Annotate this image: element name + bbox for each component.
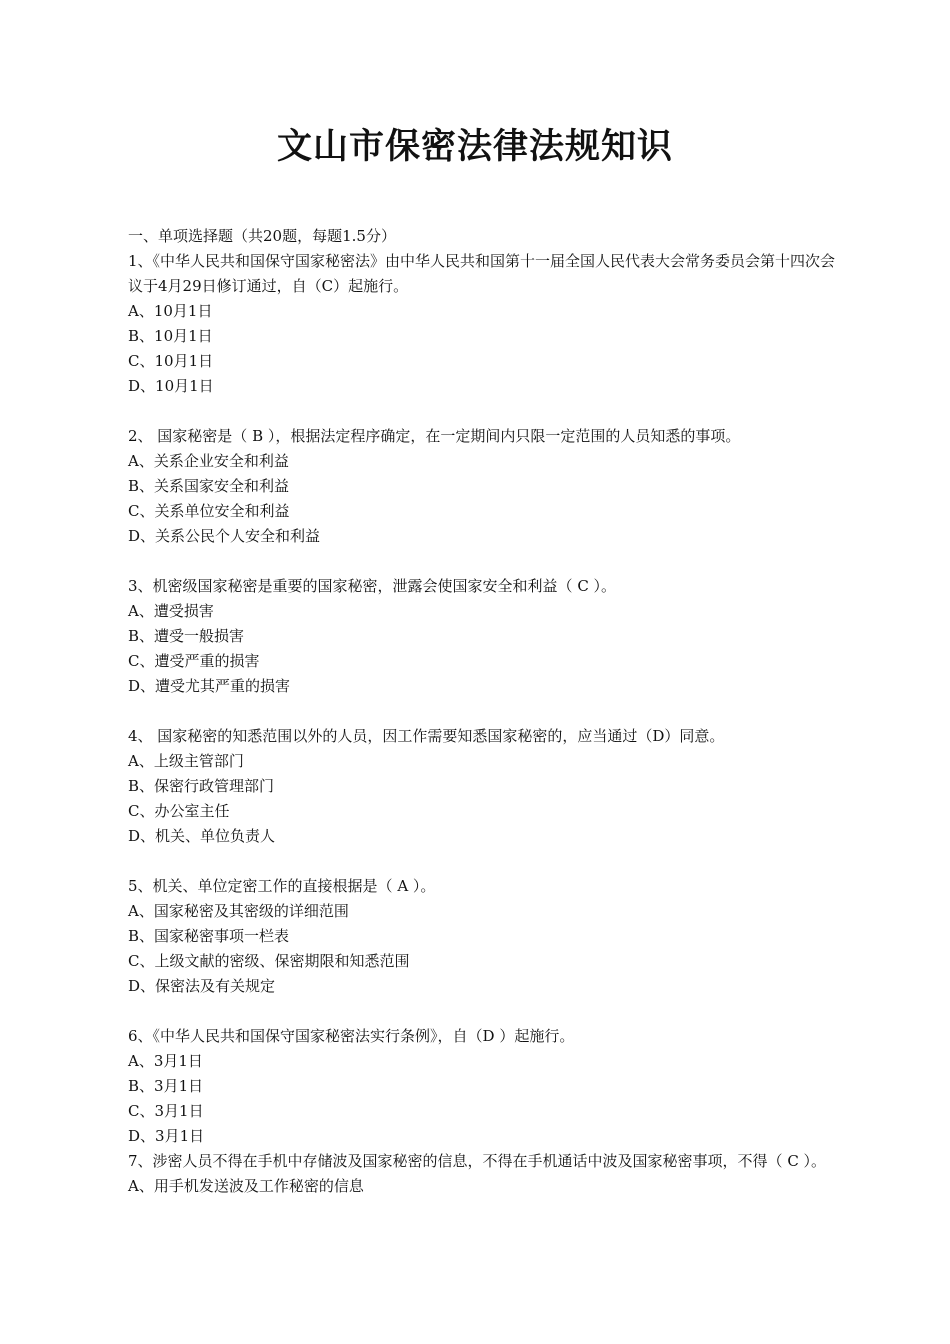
- spacer: [128, 399, 838, 424]
- q4-option-a: A、上级主管部门: [128, 752, 244, 770]
- q5-option-a: A、国家秘密及其密级的详细范围: [128, 902, 349, 920]
- q6-option-c: C、3月1日: [128, 1102, 204, 1120]
- q4-option-b: B、保密行政管理部门: [128, 777, 275, 795]
- document-body: [128, 224, 838, 1199]
- q2-option-a: A、关系企业安全和利益: [128, 452, 289, 470]
- question-2: 2、 国家秘密是（ B ），根据法定程序确定，在一定期间内只限一定范围的人员知悉的事项。: [128, 427, 741, 445]
- q6-option-a: A、3月1日: [128, 1052, 203, 1070]
- q4-option-d: D、机关、单位负责人: [128, 827, 276, 845]
- q1-option-b: B、10月1日: [128, 327, 213, 345]
- spacer: [128, 999, 838, 1024]
- q1-option-a: A、10月1日: [128, 302, 213, 320]
- q2-option-d: D、关系公民个人安全和利益: [128, 527, 321, 545]
- question-5: 5、机关、单位定密工作的直接根据是（ A ）。: [128, 877, 436, 895]
- q1-option-c: C、10月1日: [128, 352, 214, 370]
- q1-option-d: D、10月1日: [128, 377, 214, 395]
- q3-option-b: B、遭受一般损害: [128, 627, 245, 645]
- q3-option-c: C、遭受严重的损害: [128, 652, 260, 670]
- question-1: 1、《中华人民共和国保守国家秘密法》由中华人民共和国第十一届全国人民代表大会常务委员会第十四次会议于4月29日修订通过，自（C）起施行。: [128, 252, 836, 295]
- q6-option-d: D、3月1日: [128, 1127, 205, 1145]
- q6-option-b: B、3月1日: [128, 1077, 204, 1095]
- q2-option-b: B、关系国家安全和利益: [128, 477, 290, 495]
- q7-option-a: A、用手机发送波及工作秘密的信息: [128, 1177, 364, 1195]
- q5-option-b: B、国家秘密事项一栏表: [128, 927, 290, 945]
- q3-option-d: D、遭受尤其严重的损害: [128, 677, 291, 695]
- q3-option-a: A、遭受损害: [128, 602, 214, 620]
- spacer: [128, 549, 838, 574]
- spacer: [128, 849, 838, 874]
- section-header: 一、单项选择题（共20题，每题1.5分）: [128, 227, 396, 245]
- question-4: 4、 国家秘密的知悉范围以外的人员，因工作需要知悉国家秘密的，应当通过（D）同意。: [128, 727, 725, 745]
- q5-option-d: D、保密法及有关规定: [128, 977, 276, 995]
- question-3: 3、机密级国家秘密是重要的国家秘密，泄露会使国家安全和利益（ C ）。: [128, 577, 617, 595]
- question-6: 6、《中华人民共和国保守国家秘密法实行条例》，自（D ）起施行。: [128, 1027, 575, 1045]
- question-7: 7、涉密人员不得在手机中存储波及国家秘密的信息，不得在手机通话中波及国家秘密事项，不得（ C ）。: [128, 1152, 827, 1170]
- q4-option-c: C、办公室主任: [128, 802, 230, 820]
- document-title: 文山市保密法律法规知识: [276, 126, 673, 167]
- spacer: [128, 699, 838, 724]
- q5-option-c: C、上级文献的密级、保密期限和知悉范围: [128, 952, 410, 970]
- q2-option-c: C、关系单位安全和利益: [128, 502, 290, 520]
